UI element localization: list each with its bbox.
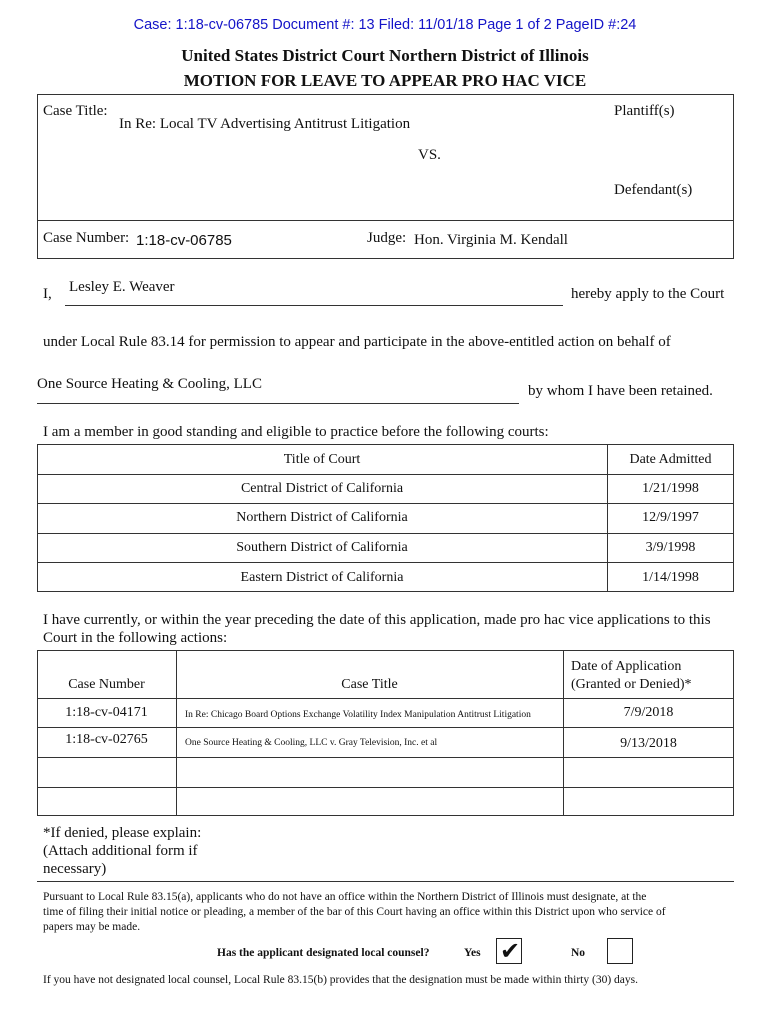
plaintiffs-label: Plantiff(s) <box>614 103 675 119</box>
table-row-case-number[interactable]: 1:18-cv-04171 <box>65 705 148 720</box>
courts-intro: I am a member in good standing and eligible to practice before the following courts: <box>43 424 549 440</box>
local-counsel-question: Has the applicant designated local counsel? <box>217 947 430 959</box>
table-row-date: 1/21/1998 <box>642 481 699 496</box>
table-row-court: Northern District of California <box>236 510 408 525</box>
table-row-date[interactable]: 9/13/2018 <box>620 736 677 751</box>
courts-header-date: Date Admitted <box>629 452 712 467</box>
document-header-stamp: Case: 1:18-cv-06785 Document #: 13 Filed: 11/01/18 Page 1 of 2 PageID #:24 <box>133 17 637 33</box>
caption-divider <box>37 220 734 221</box>
local-counsel-rule-line2: time of filing their initial notice or pleading, a member of the bar of this Court having an office within this District upon who service of <box>43 906 666 918</box>
denied-explain-line3: necessary) <box>43 861 107 877</box>
apply-text: hereby apply to the Court <box>571 286 725 302</box>
local-counsel-rule-line3: papers may be made. <box>43 921 141 933</box>
judge-label: Judge: <box>367 230 407 246</box>
applicant-name-underline <box>65 305 563 306</box>
case-title-field[interactable]: In Re: Local TV Advertising Antitrust Litigation <box>119 116 411 132</box>
case-title-label: Case Title: <box>43 103 108 119</box>
table-row-case-title[interactable]: One Source Heating & Cooling, LLC v. Gray Television, Inc. et al <box>185 738 438 748</box>
vs-label: VS. <box>418 147 441 163</box>
court-name: United States District Court Northern District of Illinois <box>181 46 589 65</box>
no-checkbox[interactable] <box>607 938 633 964</box>
client-name-field[interactable]: One Source Heating & Cooling, LLC <box>37 376 262 392</box>
table-row-date[interactable]: 7/9/2018 <box>623 705 674 720</box>
table-row-court: Eastern District of California <box>240 570 404 585</box>
applications-header-case-title: Case Title <box>341 677 398 692</box>
courts-header-title: Title of Court <box>283 452 361 467</box>
retained-text: by whom I have been retained. <box>528 383 713 399</box>
judge-field[interactable]: Hon. Virginia M. Kendall <box>414 232 568 248</box>
table-row-court: Southern District of California <box>236 540 408 555</box>
local-rule-text: under Local Rule 83.14 for permission to appear and participate in the above-entitled action on behalf of <box>43 334 671 350</box>
denied-explain-line2: (Attach additional form if <box>43 843 198 859</box>
local-counsel-footer: If you have not designated local counsel, Local Rule 83.15(b) provides that the designation must be made within thirty (30) days. <box>43 974 638 986</box>
case-number-label: Case Number: <box>43 230 130 246</box>
i-label: I, <box>43 286 52 302</box>
local-counsel-rule-line1: Pursuant to Local Rule 83.15(a), applicants who do not have an office within the Northern District of Illinois must designate, at the <box>43 891 647 903</box>
denied-explain-line1: *If denied, please explain: <box>43 825 202 841</box>
table-row-date: 1/14/1998 <box>642 570 699 585</box>
client-name-underline <box>37 403 519 404</box>
form-title: MOTION FOR LEAVE TO APPEAR PRO HAC VICE <box>183 71 587 90</box>
table-row-case-number[interactable]: 1:18-cv-02765 <box>65 732 148 747</box>
table-row-date: 12/9/1997 <box>642 510 699 525</box>
yes-label: Yes <box>464 947 481 959</box>
applications-header-case-number: Case Number <box>68 677 145 692</box>
table-row-case-title[interactable]: In Re: Chicago Board Options Exchange Volatility Index Manipulation Antitrust Litigation <box>185 710 531 720</box>
applications-intro-line1: I have currently, or within the year preceding the date of this application, made pro hac vice applications to this <box>43 612 711 628</box>
check-mark-icon: ✔ <box>499 937 521 965</box>
applications-intro-line2: Court in the following actions: <box>43 630 228 646</box>
yes-checkbox[interactable] <box>496 938 522 964</box>
no-label: No <box>571 947 586 959</box>
section-divider <box>37 881 734 882</box>
defendants-label: Defendant(s) <box>614 182 693 198</box>
table-row-court: Central District of California <box>240 481 404 496</box>
applications-header-date-line1: Date of Application <box>571 659 682 674</box>
applications-header-date-line2: (Granted or Denied)* <box>571 677 692 692</box>
applicant-name-field[interactable]: Lesley E. Weaver <box>69 279 175 295</box>
table-row-date: 3/9/1998 <box>645 540 696 555</box>
case-number-field[interactable]: 1:18-cv-06785 <box>136 232 232 249</box>
